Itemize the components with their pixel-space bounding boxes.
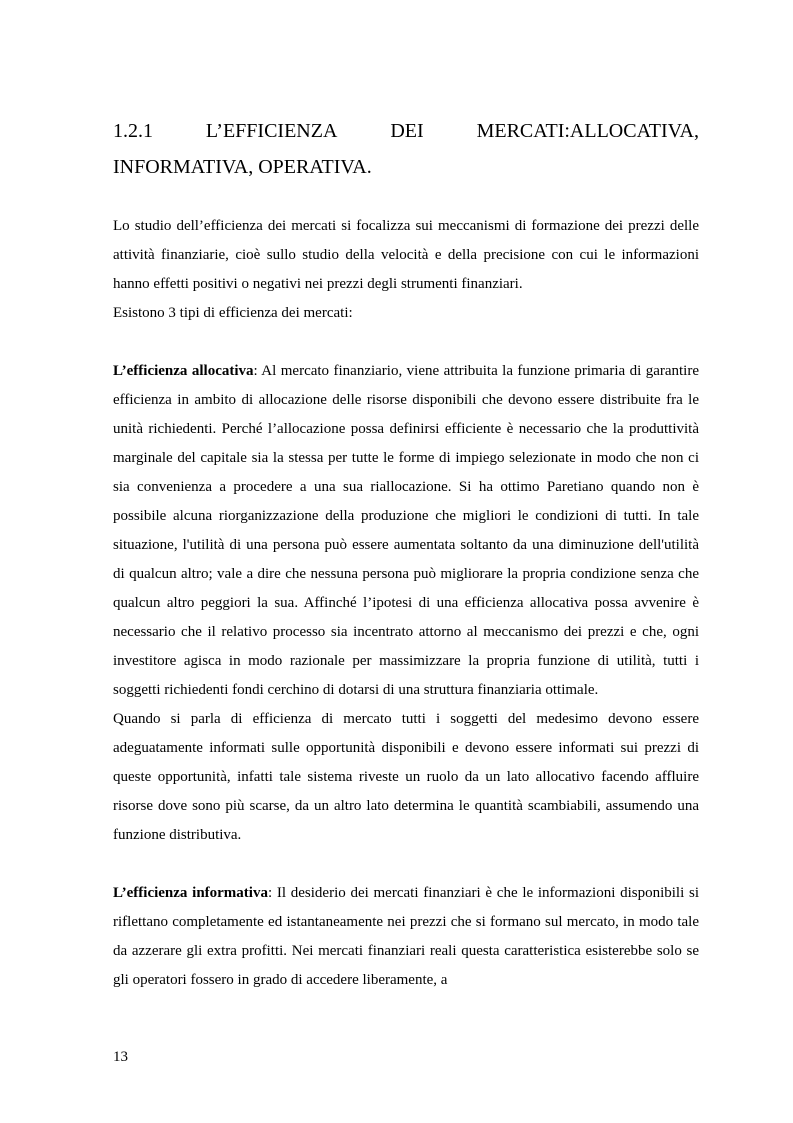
section-number: 1.2.1 <box>113 120 153 142</box>
paragraph-gap <box>113 850 699 879</box>
section-heading-word: DEI <box>390 120 424 142</box>
types-line: Esistono 3 tipi di efficienza dei mercati: <box>113 305 353 321</box>
section-heading-line-2: INFORMATIVA, OPERATIVA. <box>113 156 372 178</box>
section-heading <box>113 113 699 185</box>
intro-paragraph: Lo studio dell’efficienza dei mercati si focalizza sui meccanismi di formazione dei prezzi delle attività finanziarie, cioè sullo studio della velocità e della precisione con cui le informazioni hanno effetti positivi o negativi nei prezzi degli strumenti finanziari. <box>113 218 699 292</box>
allocativa-term: L’efficienza allocativa <box>113 363 254 379</box>
allocativa-text: : Al mercato finanziario, viene attribuita la funzione primaria di garantire efficienza in ambito di allocazione delle risorse disponibili che devono essere distribuite fra le unità richiedenti. Perché l’allocazione possa definirsi efficiente è necessario che la produttività marginale del capitale sia la stessa per tutte le forme di impiego selezionate in modo che non ci sia convenienza a procedere a una sua riallocazione. Si ha ottimo Paretiano quando non è possibile alcuna riorganizzazione della produzione che migliori le condizioni di tutti. In tale situazione, l'utilità di una persona può essere aumentata soltanto da una diminuzione dell'utilità di qualcun altro; vale a dire che nessuna persona può migliorare la propria condizione senza che qualcun altro peggiori la sua. Affinché l’ipotesi di una efficienza allocativa possa avvenire è necessario che il relativo processo sia incentrato attorno al meccanismo dei prezzi e che, ogni investitore agisca in modo razionale per massimizzare la propria funzione di utilità, tutti i soggetti richiedenti fondi cerchino di dotarsi di una struttura finanziaria ottimale. <box>113 363 700 698</box>
section-heading-line-1 <box>113 113 699 149</box>
informativa-term: L’efficienza informativa <box>113 885 268 901</box>
section-heading-word: L’EFFICIENZA <box>205 120 338 142</box>
paragraph-gap <box>113 328 699 357</box>
allocativa-paragraph <box>113 357 699 705</box>
section-heading-word: MERCATI:ALLOCATIVA, <box>476 120 699 142</box>
allocativa-followup-paragraph: Quando si parla di efficienza di mercato tutti i soggetti del medesimo devono essere adeguatamente informati sulle opportunità disponibili e devono essere informati sui prezzi di queste opportunità, infatti tale sistema riveste un ruolo da un lato allocativo facendo affluire risorse dove sono più scarse, da un altro lato determina le quantità scambiabili, assumendo una funzione distributiva. <box>113 711 699 843</box>
informativa-paragraph <box>113 879 699 995</box>
page-number: 13 <box>113 1049 128 1065</box>
body-text <box>113 212 699 995</box>
informativa-text: : Il desiderio dei mercati finanziari è che le informazioni disponibili si riflettano completamente ed istantaneamente nei prezzi che si formano sul mercato, in modo tale da azzerare gli extra profitti. Nei mercati finanziari reali questa caratteristica esisterebbe solo se gli operatori fossero in grado di accedere liberamente, a <box>113 885 699 988</box>
